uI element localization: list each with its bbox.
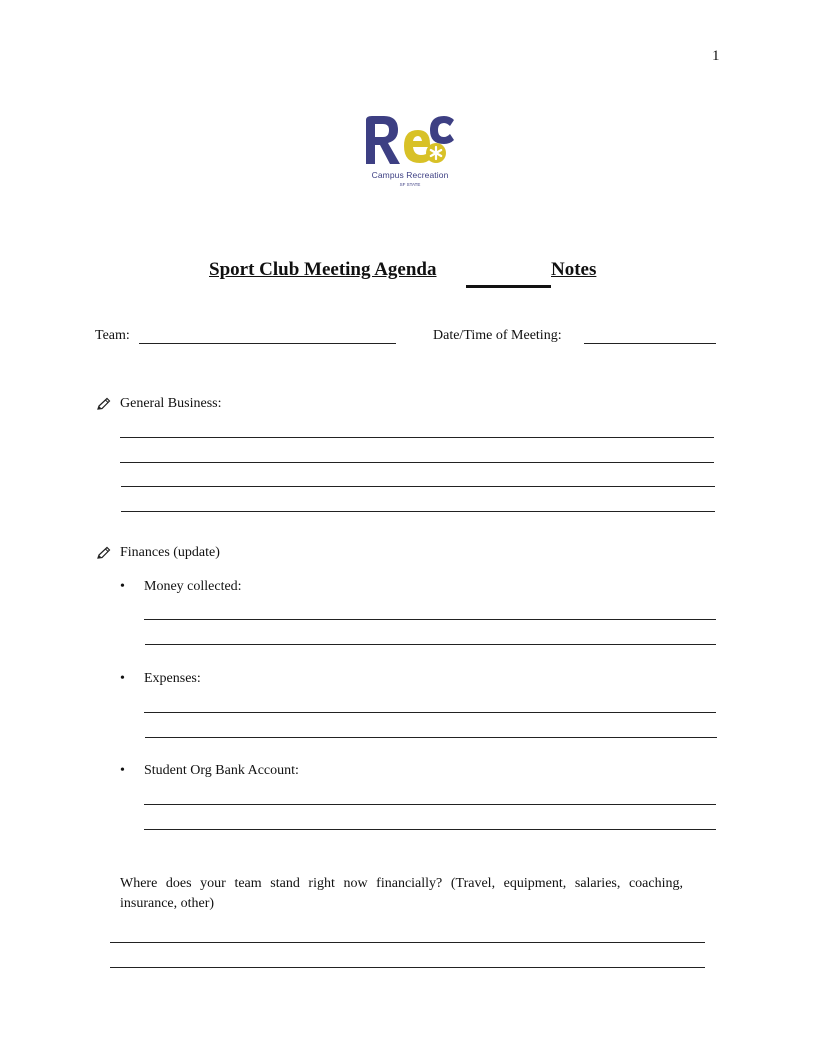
expenses-line-1[interactable]: [144, 712, 716, 713]
page-number: 1: [712, 48, 720, 64]
expenses-line-2[interactable]: [145, 737, 717, 738]
datetime-label: Date/Time of Meeting:: [433, 328, 562, 343]
logo-caption: Campus Recreation: [371, 170, 449, 180]
finances-label: Finances (update): [120, 545, 220, 560]
expenses-label: Expenses:: [144, 671, 201, 686]
general-business-line-4[interactable]: [121, 511, 715, 512]
team-field[interactable]: [139, 343, 396, 344]
campus-recreation-logo: [360, 108, 460, 192]
notes-title: Notes: [551, 259, 597, 280]
general-business-line-2[interactable]: [120, 462, 714, 463]
rec-logo-mark: [360, 108, 460, 170]
money-collected-line-2[interactable]: [145, 644, 716, 645]
general-business-line-1[interactable]: [120, 437, 714, 438]
bank-account-label: Student Org Bank Account:: [144, 763, 299, 778]
pencil-icon: [96, 546, 112, 560]
financial-answer-line-1[interactable]: [110, 942, 705, 943]
financial-standing-question: Where does your team stand right now financially? (Travel, equipment, salaries, coaching, insurance, other): [120, 876, 683, 911]
agenda-title: Sport Club Meeting Agenda: [209, 259, 437, 280]
money-collected-line-1[interactable]: [144, 619, 716, 620]
financial-answer-line-2[interactable]: [110, 967, 705, 968]
bullet: •: [120, 763, 125, 778]
team-label: Team:: [95, 328, 130, 343]
title-blank-line: [466, 285, 551, 288]
money-collected-label: Money collected:: [144, 579, 242, 594]
datetime-field[interactable]: [584, 343, 716, 344]
bullet: •: [120, 671, 125, 686]
bank-account-line-2[interactable]: [144, 829, 716, 830]
general-business-label: General Business:: [120, 396, 222, 411]
bullet: •: [120, 579, 125, 594]
logo-subcaption: SF STATE: [399, 182, 421, 187]
bank-account-line-1[interactable]: [144, 804, 716, 805]
pencil-icon: [96, 397, 112, 411]
general-business-line-3[interactable]: [121, 486, 715, 487]
